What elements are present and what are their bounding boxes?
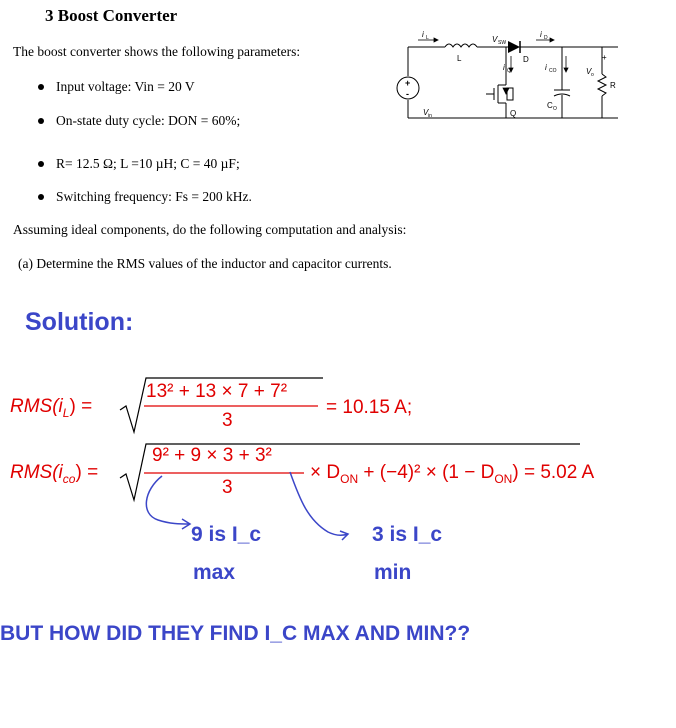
bullet-text: On-state duty cycle: DON = 60%;: [56, 113, 241, 128]
eq2-tail-sub: ON: [340, 471, 359, 486]
solution-title: Solution:: [25, 308, 134, 336]
current-arrow-iL: [434, 38, 438, 42]
bullet-text: Input voltage: Vin = 20 V: [56, 79, 195, 94]
eq2-lhs-close: ) =: [75, 462, 99, 483]
section-heading: 3 Boost Converter: [45, 6, 178, 25]
eq1-lhs-close: ) =: [69, 396, 93, 417]
label-iQ: i: [503, 63, 505, 72]
bullet-text: R= 12.5 Ω; L =10 µH; C = 40 µF;: [56, 156, 240, 171]
eq1-result: = 10.15 A;: [326, 397, 413, 418]
body-diode-symbol: [503, 88, 509, 94]
bullet-dot: [38, 194, 44, 200]
bullet-switching-frequency: [38, 189, 252, 205]
label-iD-sub: D: [544, 35, 548, 41]
bullet-dot: [38, 161, 44, 167]
eq2-tail2-sub: ON: [494, 471, 513, 486]
eq2-lhs-sub: co: [62, 471, 76, 486]
label-source-minus: -: [406, 89, 409, 99]
note-ic-min-line1: 3 is I_c: [372, 523, 443, 546]
label-output-plus: +: [602, 53, 607, 62]
eq1-denominator: 3: [222, 410, 233, 431]
note-ic-max-line2: max: [193, 561, 236, 584]
bullet-input-voltage: [38, 79, 195, 95]
eq1-lhs: [10, 396, 92, 420]
resistor-symbol: [598, 74, 606, 96]
eq2-lhs-text: RMS(i: [10, 462, 63, 483]
bullet-component-values: [38, 156, 240, 172]
label-ico: i: [545, 63, 547, 72]
current-arrow-ico: [564, 68, 568, 72]
eq2-denominator: 3: [222, 477, 233, 498]
eq2-tail-second: + (−4)² × (1 − D: [363, 462, 495, 483]
boost-converter-schematic: [390, 30, 630, 130]
eq2-tail-times: × D: [310, 462, 341, 483]
diode-symbol: [508, 41, 520, 53]
label-source-plus: +: [405, 78, 411, 88]
label-iL-sub: L: [426, 35, 429, 41]
label-R: R: [610, 81, 616, 90]
label-Co: C: [547, 101, 553, 110]
label-Co-sub: O: [553, 106, 557, 112]
label-vsw: V: [492, 35, 498, 44]
label-iL: i: [422, 30, 424, 39]
label-Vo: V: [586, 67, 592, 76]
part-a-question: (a) Determine the RMS values of the inductor and capacitor currents.: [18, 256, 392, 271]
current-arrow-iD: [550, 38, 554, 42]
label-iD: i: [540, 30, 542, 39]
assumption-text: Assuming ideal components, do the following computation and analysis:: [13, 222, 407, 237]
label-L: L: [457, 54, 462, 63]
eq2-result: ) = 5.02 A: [512, 462, 595, 483]
inductor-symbol: [445, 44, 477, 47]
label-Vo-sub: o: [591, 72, 594, 78]
arrow-to-max-note: [146, 476, 190, 524]
intro-text: The boost converter shows the following parameters:: [13, 44, 301, 59]
bullet-dot: [38, 84, 44, 90]
eq1-lhs-sub: L: [62, 405, 70, 420]
label-ico-sub: CO: [549, 68, 557, 74]
note-ic-min-line2: min: [374, 561, 412, 584]
label-Q: Q: [510, 109, 517, 118]
label-iQ-sub: Q: [507, 68, 511, 74]
bullet-text: Switching frequency: Fs = 200 kHz.: [56, 189, 252, 204]
user-question: BUT HOW DID THEY FIND I_C MAX AND MIN??: [0, 622, 471, 645]
note-ic-max-line1: 9 is I_c: [191, 523, 262, 546]
label-Vin-sub: in: [428, 113, 432, 119]
arrow-to-min-note: [290, 472, 348, 535]
label-Vin: V: [423, 108, 429, 117]
bullet-duty-cycle: [38, 113, 240, 129]
eq1-numerator: 13² + 13 × 7 + 7²: [146, 381, 288, 402]
bullet-dot: [38, 118, 44, 124]
eq1-lhs-text: RMS(i: [10, 396, 63, 417]
label-D: D: [523, 55, 529, 64]
eq2-lhs: [10, 462, 98, 486]
label-vsw-sub: SW: [498, 40, 507, 46]
eq2-numerator: 9² + 9 × 3 + 3²: [152, 445, 272, 466]
